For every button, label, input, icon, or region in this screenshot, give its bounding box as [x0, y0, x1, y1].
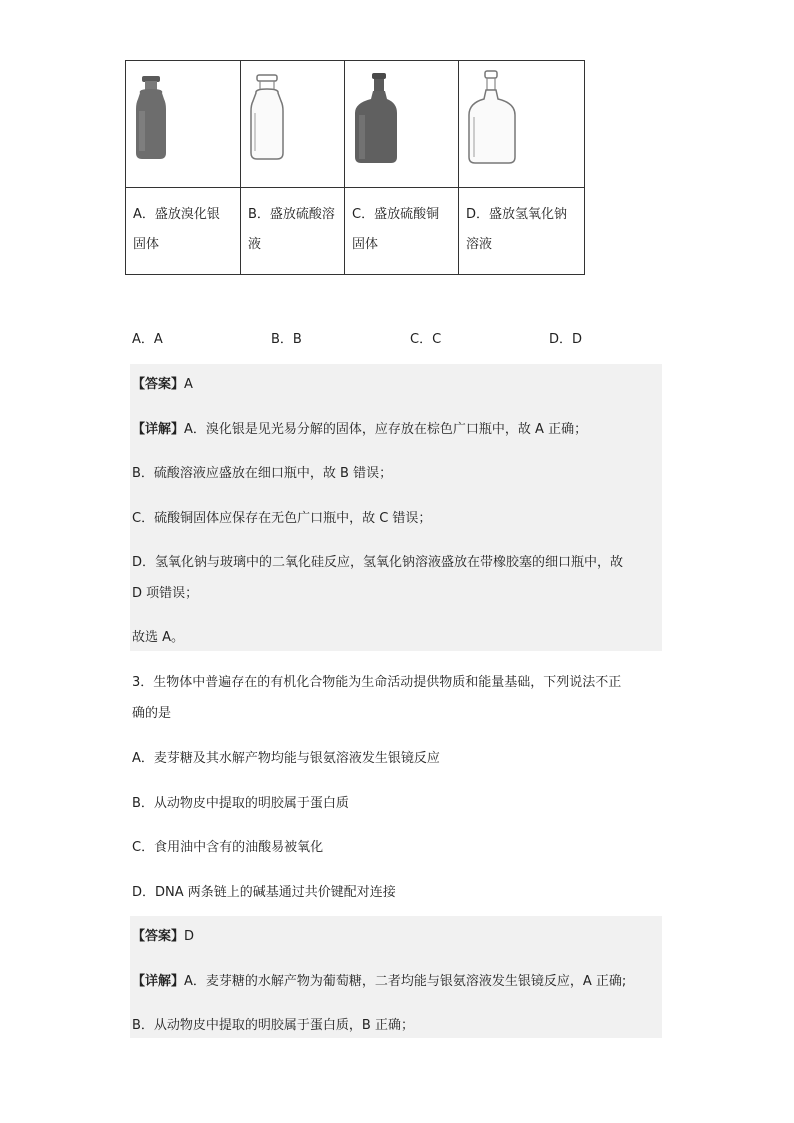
q3-detail-line [132, 970, 626, 989]
option-cell-d [459, 188, 585, 275]
dark-narrow-mouth-bottle-icon [345, 61, 458, 187]
bottle-image-c [345, 61, 459, 188]
cell-label-line1: A．盛放溴化银 [133, 207, 220, 222]
option-cell-b [241, 188, 345, 275]
detail-tag: 【详解】 [132, 974, 185, 989]
answer-tag: 【答案】 [132, 377, 185, 392]
choice-c: C．C [410, 332, 442, 347]
q3-stem: 3．生物体中普遍存在的有机化合物能为生命活动提供物质和能量基础，下列说法不正 [132, 675, 622, 690]
q2-detail-line: B．硫酸溶液应盛放在细口瓶中，故 B 错误； [132, 466, 393, 481]
choice-b: B．B [271, 332, 302, 347]
cell-label-line1: B．盛放硫酸溶 [248, 207, 335, 222]
cell-label-line2: 固体 [133, 237, 160, 252]
answer-tag: 【答案】 [132, 929, 185, 944]
clear-wide-mouth-bottle-icon [241, 61, 344, 187]
detail-tag: 【详解】 [132, 422, 185, 437]
detail-text: A．麦芽糖的水解产物为葡萄糖，二者均能与银氨溶液发生银镜反应，A 正确; [184, 974, 627, 989]
cell-label-line2: 固体 [352, 237, 379, 252]
answer-value: A [184, 377, 193, 392]
q3-stem: 确的是 [132, 706, 172, 721]
cell-label-line2: 溶液 [466, 237, 493, 252]
cell-label-line1: C．盛放硫酸铜 [352, 207, 440, 222]
bottle-image-a [126, 61, 241, 188]
q2-detail-line [132, 418, 587, 437]
q3-option-c: C．食用油中含有的油酸易被氧化 [132, 840, 324, 855]
option-cell-a [126, 188, 241, 275]
q3-option-b: B．从动物皮中提取的明胶属于蛋白质 [132, 796, 349, 811]
cell-label-line1: D．盛放氢氧化钠 [466, 207, 568, 222]
answer-value: D [184, 929, 195, 944]
choice-a: A．A [132, 332, 163, 347]
q2-detail-line: C．硫酸铜固体应保存在无色广口瓶中，故 C 错误； [132, 511, 432, 526]
bottle-image-b [241, 61, 345, 188]
q3-option-a: A．麦芽糖及其水解产物均能与银氨溶液发生银镜反应 [132, 751, 440, 766]
option-cell-c [345, 188, 459, 275]
bottle-table [125, 60, 585, 275]
q2-detail-line: D．氢氧化钠与玻璃中的二氧化硅反应，氢氧化钠溶液盛放在带橡胶塞的细口瓶中，故 [132, 555, 624, 570]
q2-detail-line: 故选 A。 [132, 630, 185, 645]
detail-text: A．溴化银是见光易分解的固体，应存放在棕色广口瓶中，故 A 正确； [184, 422, 588, 437]
q3-option-d: D．DNA 两条链上的碱基通过共价键配对连接 [132, 885, 396, 900]
bottle-image-d [459, 61, 585, 188]
q2-answer [132, 373, 193, 392]
q3-answer [132, 925, 194, 944]
dark-wide-mouth-bottle-icon [126, 61, 240, 187]
choice-d: D．D [549, 332, 583, 347]
q3-detail-line: B．从动物皮中提取的明胶属于蛋白质，B 正确； [132, 1018, 414, 1033]
q2-detail-line: D 项错误； [132, 586, 199, 601]
cell-label-line2: 液 [248, 237, 262, 252]
clear-narrow-mouth-bottle-icon [459, 61, 584, 187]
q2-choices [132, 328, 632, 346]
